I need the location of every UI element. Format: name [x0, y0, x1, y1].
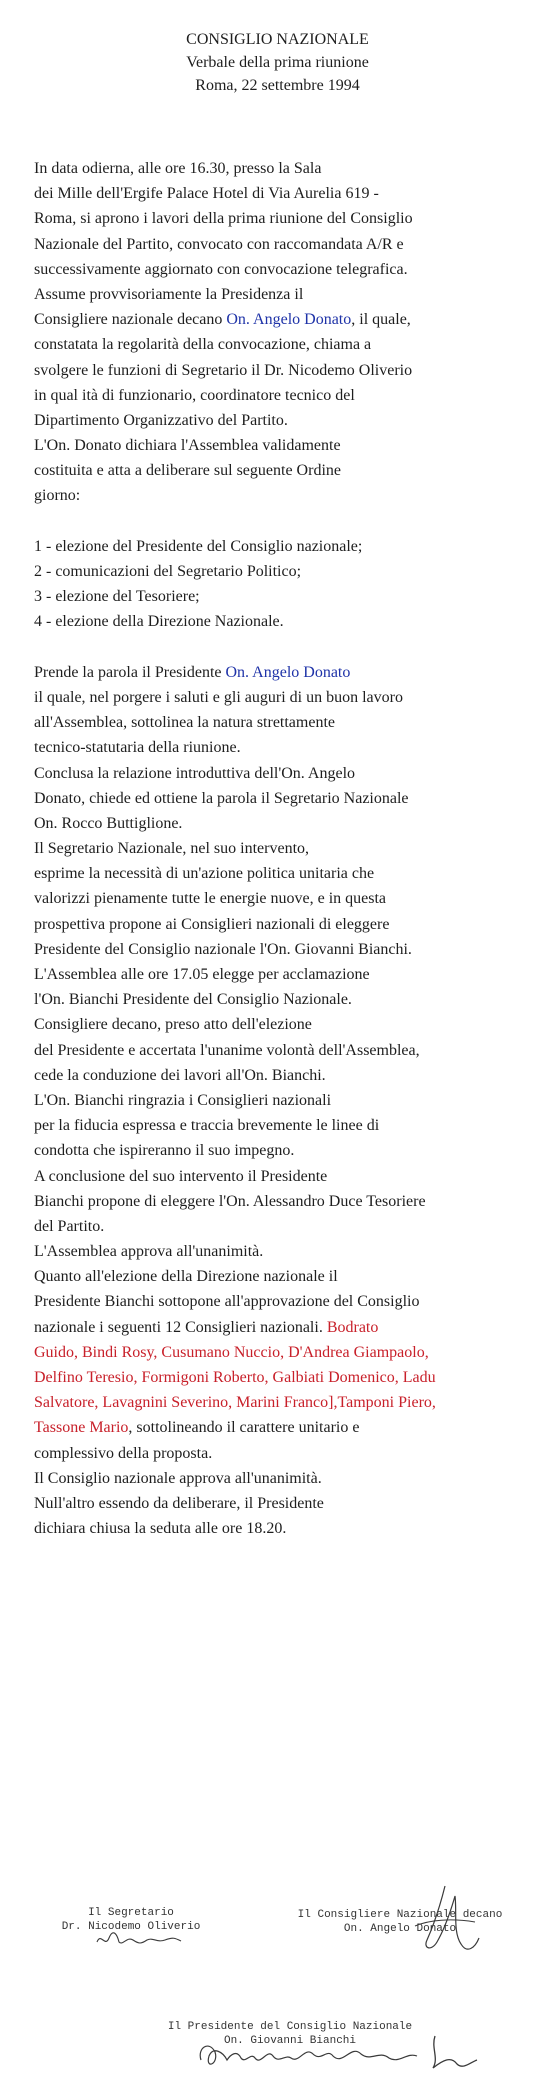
minutes-line — [34, 937, 534, 962]
minutes-line — [34, 1315, 534, 1340]
minutes-line — [34, 811, 534, 836]
dean-name-highlight: On. Angelo Donato — [225, 663, 351, 681]
line-text: In data odierna, alle ore 16.30, presso la Sala — [34, 160, 322, 177]
line-text: in qual ità di funzionario, coordinatore tecnico del — [34, 386, 355, 404]
minutes-body — [34, 156, 534, 1541]
line-text: dei Mille dell'Ergife Palace Hotel di Via Aurelia 619 - — [34, 185, 379, 203]
line-text: Donato, chiede ed ottiene la parola il Segretario Nazionale — [34, 789, 409, 807]
minutes-line — [34, 1113, 534, 1138]
minutes-line — [34, 156, 534, 181]
minutes-line — [34, 912, 534, 937]
line-text: Il Consiglio nazionale approva all'unanimità. — [34, 1469, 322, 1487]
minutes-line — [34, 1289, 534, 1314]
line-text: del Partito. — [34, 1217, 105, 1235]
line-text: L'Assemblea alle ore 17.05 elegge per acclamazione — [34, 966, 370, 983]
minutes-line — [34, 584, 534, 609]
minutes-line — [34, 534, 534, 559]
line-text: nazionale i seguenti 12 Consiglieri nazionali. — [34, 1318, 327, 1336]
line-text: A conclusione del suo intervento il Presidente — [34, 1167, 328, 1185]
minutes-line — [34, 1491, 534, 1516]
minutes-line — [34, 307, 534, 332]
line-text: L'On. Donato dichiara l'Assemblea validamente — [34, 437, 341, 455]
minutes-line — [34, 181, 534, 206]
minutes-line — [34, 1063, 534, 1088]
line-text: Bianchi propone di eleggere l'On. Alessandro Duce Tesoriere — [34, 1192, 426, 1210]
line-text: Il Segretario Nazionale, nel suo intervento, — [34, 840, 310, 858]
minutes-line — [34, 1164, 534, 1189]
line-text: successivamente aggiornato con convocazione telegrafica. — [34, 260, 408, 278]
minutes-line — [34, 609, 534, 634]
line-text: 2 - comunicazioni del Segretario Politico; — [34, 563, 302, 580]
minutes-line — [34, 685, 534, 710]
line-text: tecnico-statutaria della riunione. — [34, 739, 241, 757]
line-text: prospettiva propone ai Consiglieri nazionali di eleggere — [34, 915, 390, 933]
line-text: Consigliere nazionale decano — [34, 311, 227, 329]
line-text: costituita e atta a deliberare sul seguente Ordine — [34, 462, 341, 480]
line-text: , sottolineando il carattere unitario e — [128, 1419, 360, 1437]
minutes-line — [34, 206, 534, 231]
line-text: Presidente del Consiglio nazionale l'On. Giovanni Bianchi. — [34, 940, 412, 958]
minutes-line — [34, 861, 534, 886]
line-text: il quale, nel porgere i saluti e gli auguri di un buon lavoro — [34, 688, 403, 706]
line-text: del Presidente e accertata l'unanime volontà dell'Assemblea, — [34, 1041, 420, 1059]
dean-role: Il Consigliere Nazionale decano — [297, 1909, 503, 1921]
line-text: Presidente Bianchi sottopone all'approvazione del Consiglio — [34, 1293, 420, 1311]
line-text: Quanto all'elezione della Direzione nazionale il — [34, 1268, 338, 1286]
line-text: Null'altro essendo da deliberare, il Presidente — [34, 1494, 324, 1512]
minutes-line — [34, 1390, 534, 1415]
blank-line — [34, 635, 534, 660]
minutes-line — [34, 735, 534, 760]
council-members-highlight: Guido, Bindi Rosy, Cusumano Nuccio, D'Andrea Giampaolo, — [34, 1343, 429, 1361]
line-text: Dipartimento Organizzativo del Partito. — [34, 411, 288, 429]
minutes-line — [34, 332, 534, 357]
minutes-line — [34, 786, 534, 811]
line-text: giorno: — [34, 487, 81, 505]
minutes-line — [34, 383, 534, 408]
line-text: , il quale, — [351, 311, 411, 329]
dean-name-highlight: On. Angelo Donato — [226, 311, 352, 329]
line-text: 4 - elezione della Direzione Nazionale. — [34, 613, 284, 631]
minutes-line — [34, 458, 534, 483]
document-header — [0, 28, 555, 97]
line-text: condotta che ispireranno il suo impegno. — [34, 1142, 295, 1160]
minutes-line — [34, 433, 534, 458]
line-text: Conclusa la relazione introduttiva dell'On. Angelo — [34, 764, 356, 782]
line-text: complessivo della proposta. — [34, 1444, 213, 1462]
minutes-line — [34, 1012, 534, 1037]
president-name: On. Giovanni Bianchi — [223, 2035, 357, 2047]
minutes-line — [34, 660, 534, 685]
minutes-line — [34, 1088, 534, 1113]
council-members-highlight: Tassone Mario — [34, 1419, 129, 1437]
secretary-name: Dr. Nicodemo Oliverio — [61, 1921, 201, 1933]
minutes-line — [34, 1441, 534, 1466]
document-date: Roma, 22 settembre 1994 — [195, 77, 360, 94]
dean-handwritten-signature — [405, 1882, 495, 1962]
minutes-line — [34, 1214, 534, 1239]
minutes-line — [34, 1138, 534, 1163]
council-members-highlight: Bodrato — [326, 1318, 379, 1336]
line-text: L'On. Bianchi ringrazia i Consiglieri nazionali — [34, 1091, 332, 1109]
president-handwritten-signature — [195, 2030, 485, 2075]
line-text: per la fiducia espressa e traccia brevemente le linee di — [34, 1117, 380, 1135]
line-text: 3 - elezione del Tesoriere; — [34, 588, 200, 606]
line-text: cede la conduzione dei lavori all'On. Bianchi. — [34, 1066, 326, 1084]
line-text: Assume provvisoriamente la Presidenza il — [34, 285, 304, 303]
minutes-line — [34, 559, 534, 584]
minutes-line — [34, 1466, 534, 1491]
minutes-line — [34, 962, 534, 987]
minutes-line — [34, 282, 534, 307]
minutes-line — [34, 886, 534, 911]
minutes-line — [34, 1516, 534, 1541]
council-members-highlight: Salvatore, Lavagnini Severino, Marini Franco],Tamponi Piero, — [34, 1394, 436, 1412]
minutes-line — [34, 836, 534, 861]
minutes-line — [34, 1365, 534, 1390]
minutes-line — [34, 483, 534, 508]
line-text: L'Assemblea approva all'unanimità. — [34, 1243, 264, 1261]
minutes-line — [34, 710, 534, 735]
minutes-line — [34, 1189, 534, 1214]
line-text: valorizzi pienamente tutte le energie nuove, e in questa — [34, 890, 387, 908]
line-text: 1 - elezione del Presidente del Consiglio nazionale; — [34, 537, 363, 555]
minutes-line — [34, 408, 534, 433]
secretary-handwritten-signature — [95, 1930, 185, 1950]
minutes-line — [34, 257, 534, 282]
president-role: Il Presidente del Consiglio Nazionale — [167, 2021, 413, 2033]
minutes-line — [34, 1264, 534, 1289]
council-members-highlight: Delfino Teresio, Formigoni Roberto, Galbiati Domenico, Ladu — [34, 1369, 436, 1386]
minutes-line — [34, 761, 534, 786]
line-text: constatata la regolarità della convocazione, chiama a — [34, 336, 372, 354]
minutes-line — [34, 358, 534, 383]
blank-line — [34, 509, 534, 534]
line-text: esprime la necessità di un'azione politica unitaria che — [34, 865, 375, 883]
minutes-line — [34, 1415, 534, 1440]
dean-name: On. Angelo Donato — [343, 1923, 457, 1935]
line-text: Roma, si aprono i lavori della prima riunione del Consiglio — [34, 210, 413, 228]
secretary-role: Il Segretario — [88, 1907, 174, 1919]
line-text: Nazionale del Partito, convocato con raccomandata A/R e — [34, 235, 404, 253]
minutes-line — [34, 1038, 534, 1063]
minutes-line — [34, 232, 534, 257]
line-text: On. Rocco Buttiglione. — [34, 814, 183, 832]
minutes-line — [34, 987, 534, 1012]
line-text: svolgere le funzioni di Segretario il Dr. Nicodemo Oliverio — [34, 361, 413, 379]
document-title: CONSIGLIO NAZIONALE — [186, 31, 369, 48]
line-text: all'Assemblea, sottolinea la natura strettamente — [34, 714, 335, 732]
line-text: l'On. Bianchi Presidente del Consiglio Nazionale. — [34, 991, 352, 1009]
document-subtitle: Verbale della prima riunione — [186, 54, 369, 71]
line-text: Prende la parola il Presidente — [34, 663, 226, 681]
line-text: dichiara chiusa la seduta alle ore 18.20. — [34, 1520, 287, 1538]
line-text: Consigliere decano, preso atto dell'elezione — [34, 1016, 312, 1034]
minutes-line — [34, 1340, 534, 1365]
minutes-line — [34, 1239, 534, 1264]
